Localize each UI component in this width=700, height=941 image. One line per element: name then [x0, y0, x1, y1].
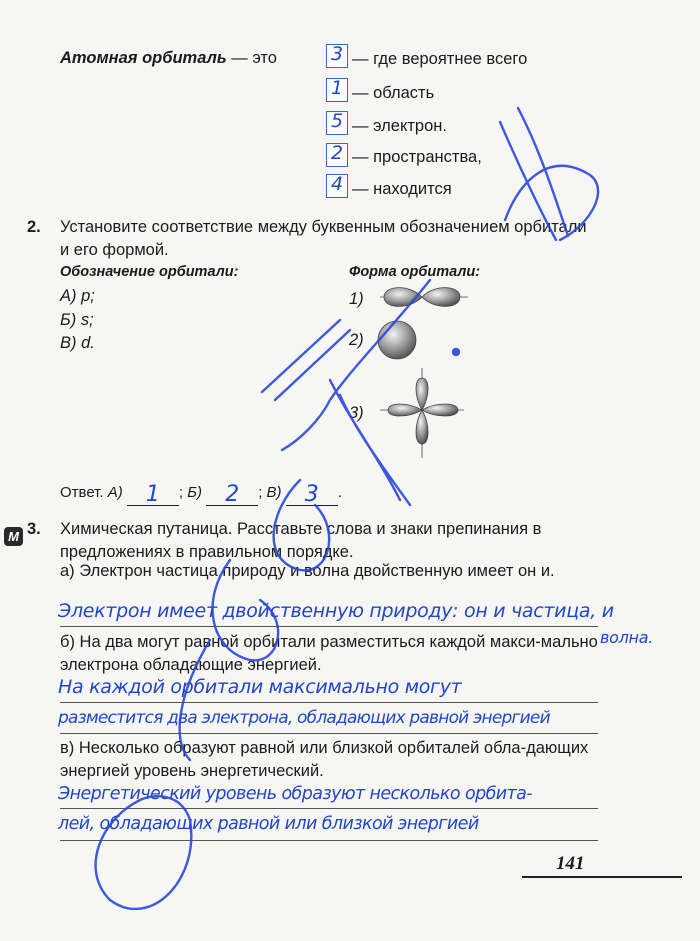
answer-rule	[60, 702, 598, 703]
p-orbital-icon	[380, 288, 468, 307]
option-b	[60, 311, 94, 330]
handwritten-answer-line: волна.	[600, 628, 653, 647]
option-value: p;	[81, 287, 95, 305]
answer-box-5[interactable]	[326, 174, 348, 198]
definition-lead-rest: — это	[226, 49, 277, 67]
d-orbital-icon	[380, 368, 464, 458]
task-badge: М	[4, 527, 23, 546]
handwritten-answer-line: Энергетический уровень образуют несколько орбита-	[58, 784, 532, 804]
page-number: 141	[556, 853, 585, 874]
definition-row-text: — находится	[352, 180, 452, 198]
part-a-prompt: а) Электрон частица природу и волна двойственную имеет он и.	[60, 562, 555, 580]
handwritten-answer-line: На каждой орбитали максимально могут	[58, 676, 462, 698]
answer-box-value: 4	[330, 173, 344, 195]
option-letter: Б)	[60, 311, 77, 329]
answer-letter: В)	[266, 484, 282, 501]
answer-box-value: 5	[330, 110, 344, 132]
answer-box-value: 2	[330, 142, 344, 164]
part-b-prompt: б) На два могут равной орбитали разместиться каждой макси-мально электрона обладающие энергией.	[60, 633, 598, 674]
task2-answer	[60, 484, 342, 506]
orbital-shapes	[370, 282, 470, 462]
answer-box-3[interactable]	[326, 111, 348, 135]
option-letter: В)	[60, 334, 77, 352]
answer-rule	[60, 733, 598, 734]
answer-rule	[60, 840, 598, 841]
s-orbital-icon	[378, 321, 416, 359]
definition-lead	[60, 49, 277, 68]
shape-label-2: 2)	[349, 331, 364, 349]
answer-box-4[interactable]	[326, 143, 348, 167]
answer-box-2[interactable]	[326, 78, 348, 102]
option-value: d.	[81, 334, 95, 352]
option-value: s;	[80, 311, 94, 329]
answer-label: Ответ.	[60, 484, 104, 501]
definition-row-text: — пространства,	[352, 148, 482, 166]
definition-row-text: — область	[352, 84, 435, 102]
shape-label-3: 3)	[349, 404, 364, 422]
definition-row-text: — электрон.	[352, 117, 447, 135]
answer-box-value: 1	[330, 77, 344, 99]
answer-box-value: 3	[330, 43, 344, 65]
option-letter: А)	[60, 287, 77, 305]
answer-box-1[interactable]	[326, 44, 348, 68]
shape-label-1: 1)	[349, 290, 364, 308]
option-a	[60, 287, 95, 306]
answer-separator: ;	[178, 484, 184, 501]
handwritten-answer-line: разместится два электрона, обладающих равной энергией	[58, 708, 550, 728]
handwritten-answer-line: лей, обладающих равной или близкой энергией	[58, 814, 479, 834]
answer-slot-b[interactable]: 2	[206, 485, 258, 506]
task-intro: Химическая путаница. Расставьте слова и знаки препинания в предложениях в правильном порядке.	[60, 520, 542, 561]
answer-rule	[60, 808, 598, 809]
answer-letter: А)	[107, 484, 123, 501]
answer-separator: .	[337, 484, 342, 501]
definition-row-text: — где вероятнее всего	[352, 50, 528, 68]
answer-slot-a[interactable]: 1	[127, 485, 179, 506]
part-c-prompt: в) Несколько образуют равной или близкой орбиталей обла-дающих энергией уровень энергетический.	[60, 739, 589, 780]
page-number-rule	[522, 876, 682, 878]
definition-term: Атомная орбиталь	[60, 49, 227, 67]
task-text: Установите соответствие между буквенным обозначением орбитали и его формой.	[60, 218, 587, 259]
answer-letter: Б)	[187, 484, 203, 501]
answer-rule	[60, 626, 598, 627]
task-number: 3.	[27, 520, 41, 538]
task-number: 2.	[27, 218, 41, 236]
column-header-shape: Форма орбитали:	[349, 264, 481, 280]
answer-slot-c[interactable]: 3	[286, 485, 338, 506]
column-header-notation: Обозначение орбитали:	[60, 264, 239, 280]
handwritten-answer-line: Электрон имеет двойственную природу: он и частица, и	[58, 600, 614, 622]
answer-separator: ;	[258, 484, 263, 501]
option-c	[60, 334, 95, 353]
